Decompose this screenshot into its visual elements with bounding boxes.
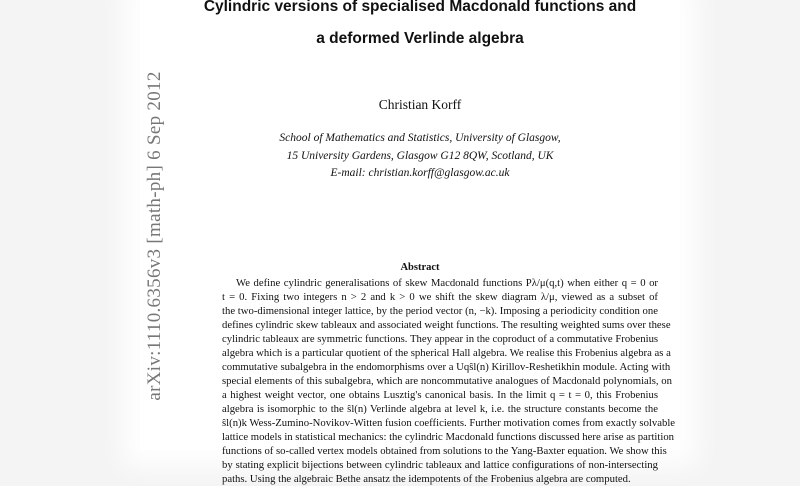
abstract-line: functions of so-called vertex models obtained from solutions to the Yang-Baxter equation. We show this: [222, 445, 667, 457]
abstract-line: defines cylindric skew tableaux and associated weight functions. The resulting weighted sums over these: [222, 319, 671, 331]
abstract-line: t = 0. Fixing two integers n > 2 and k > 0 we shift the skew diagram λ/μ, viewed as a subset of: [222, 291, 658, 303]
paper-title-line-2: a deformed Verlinde algebra: [316, 30, 524, 47]
abstract-body: [222, 276, 676, 486]
abstract-line: a highest weight vector, one obtains Lusztig's canonical basis. In the limit q = t = 0, this Frobenius: [222, 389, 658, 401]
abstract-heading: Abstract: [400, 262, 440, 273]
abstract-line: ŝl(n)k Wess-Zumino-Novikov-Witten fusion coefficients. Further motivation comes from exactly solvable: [222, 417, 676, 429]
abstract-line: special elements of this subalgebra, which are noncommutative analogues of Macdonald polynomials, on: [222, 375, 672, 387]
affiliation-line-2: 15 University Gardens, Glasgow G12 8QW, Scotland, UK: [286, 150, 554, 162]
abstract-line: paths. Using the algebraic Bethe ansatz the idempotents of the Frobenius algebra are computed.: [222, 473, 631, 485]
abstract-line: the two-dimensional integer lattice, by the period vector (n, −k). Imposing a periodicity condition one: [222, 305, 658, 317]
affiliation-line-1: School of Mathematics and Statistics, University of Glasgow,: [279, 132, 561, 144]
abstract-line: by stating explicit bijections between cylindric tableaux and lattice configurations of non-intersecting: [222, 459, 658, 471]
abstract-line: lattice models in statistical mechanics: the cylindric Macdonald functions discussed here arise as partition: [222, 431, 675, 443]
abstract-line: algebra is isomorphic to the ŝl(n) Verlinde algebra at level k, i.e. the structure constants become the: [222, 403, 658, 415]
abstract-line: algebra which is a particular quotient of the spherical Hall algebra. We realise this Frobenius algebra as a: [222, 347, 671, 359]
abstract-line: We define cylindric generalisations of skew Macdonald functions Pλ/μ(q,t) when either q = 0 or: [236, 277, 658, 289]
abstract-line: commutative subalgebra in the endomorphisms over a Uqŝl(n) Kirillov-Reshetikhin module. Acting with: [222, 361, 671, 373]
author-email: E-mail: christian.korff@glasgow.ac.uk: [330, 167, 510, 179]
paper-title-line-1: Cylindric versions of specialised Macdonald functions and: [203, 0, 637, 15]
arxiv-identifier: arXiv:1110.6356v3 [math-ph] 6 Sep 2012: [144, 71, 165, 401]
abstract-line: cylindric tableaux are symmetric functions. They appear in the coproduct of a commutative Frobenius: [222, 333, 659, 345]
author-name: Christian Korff: [378, 97, 462, 112]
